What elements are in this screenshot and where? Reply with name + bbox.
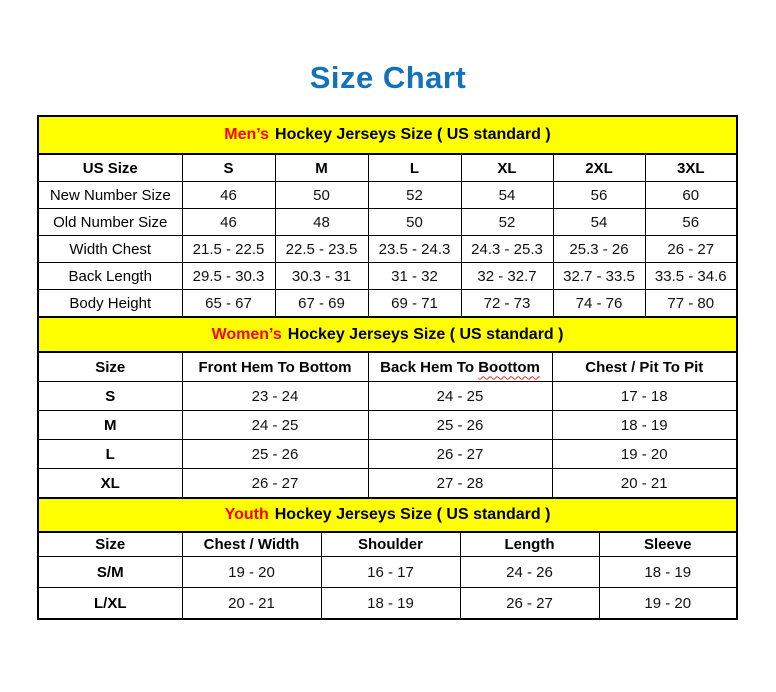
- table-row: [38, 236, 737, 263]
- size-cell: 65 - 67: [182, 290, 275, 318]
- size-cell: 60: [645, 182, 737, 209]
- size-cell: 54: [553, 209, 645, 236]
- womens-size-table: [37, 316, 738, 499]
- page-title: Size Chart: [309, 60, 467, 95]
- header-text-prefix: Back Hem To: [380, 358, 479, 376]
- youth-banner-keyword: Youth: [224, 506, 269, 523]
- table-row: [38, 557, 737, 588]
- size-cell: 18 - 19: [321, 588, 460, 620]
- table-row: [38, 290, 737, 318]
- column-header: Size: [38, 532, 182, 557]
- size-chart: [37, 115, 776, 620]
- size-cell: 72 - 73: [461, 290, 553, 318]
- size-cell: 24 - 26: [460, 557, 599, 588]
- row-label: XL: [38, 469, 182, 499]
- size-cell: 52: [368, 182, 461, 209]
- column-header: L: [368, 154, 461, 182]
- size-cell: 30.3 - 31: [275, 263, 368, 290]
- row-label: Width Chest: [38, 236, 182, 263]
- table-row: [38, 263, 737, 290]
- row-label: New Number Size: [38, 182, 182, 209]
- table-row: [38, 411, 737, 440]
- size-cell: 48: [275, 209, 368, 236]
- youth-section-banner: [38, 498, 737, 532]
- column-header: Length: [460, 532, 599, 557]
- column-header: 2XL: [553, 154, 645, 182]
- size-cell: 67 - 69: [275, 290, 368, 318]
- column-header: US Size: [38, 154, 182, 182]
- size-cell: 24 - 25: [182, 411, 368, 440]
- size-cell: 19 - 20: [182, 557, 321, 588]
- mens-section-banner: [38, 116, 737, 154]
- size-cell: 46: [182, 209, 275, 236]
- size-cell: 23.5 - 24.3: [368, 236, 461, 263]
- row-label: S/M: [38, 557, 182, 588]
- size-cell: 33.5 - 34.6: [645, 263, 737, 290]
- size-cell: 50: [275, 182, 368, 209]
- table-row: [38, 382, 737, 411]
- size-cell: 20 - 21: [182, 588, 321, 620]
- column-header: 3XL: [645, 154, 737, 182]
- size-cell: 26 - 27: [460, 588, 599, 620]
- size-cell: 19 - 20: [552, 440, 737, 469]
- size-cell: 52: [461, 209, 553, 236]
- womens-banner-text: Hockey Jerseys Size ( US standard ): [287, 325, 564, 343]
- column-header: Chest / Width: [182, 532, 321, 557]
- womens-section-banner: [38, 317, 737, 352]
- size-cell: 19 - 20: [599, 588, 737, 620]
- mens-size-table: [37, 115, 738, 318]
- size-cell: 17 - 18: [552, 382, 737, 411]
- column-header-misspelled: [368, 352, 552, 382]
- size-cell: 29.5 - 30.3: [182, 263, 275, 290]
- size-cell: 25.3 - 26: [553, 236, 645, 263]
- size-cell: 24.3 - 25.3: [461, 236, 553, 263]
- row-label: Body Height: [38, 290, 182, 318]
- table-row: [38, 498, 737, 532]
- size-cell: 32.7 - 33.5: [553, 263, 645, 290]
- table-header-row: [38, 532, 737, 557]
- column-header: Sleeve: [599, 532, 737, 557]
- row-label: M: [38, 411, 182, 440]
- column-header: XL: [461, 154, 553, 182]
- size-cell: 18 - 19: [552, 411, 737, 440]
- size-cell: 26 - 27: [368, 440, 552, 469]
- size-cell: 32 - 32.7: [461, 263, 553, 290]
- size-cell: 69 - 71: [368, 290, 461, 318]
- size-cell: 25 - 26: [368, 411, 552, 440]
- table-row: [38, 469, 737, 499]
- size-cell: 22.5 - 23.5: [275, 236, 368, 263]
- spellcheck-underlined-word: Boottom: [478, 358, 540, 376]
- womens-banner-keyword: Women’s: [211, 325, 282, 343]
- table-row: [38, 440, 737, 469]
- mens-banner-text: Hockey Jerseys Size ( US standard ): [275, 126, 551, 143]
- column-header: Shoulder: [321, 532, 460, 557]
- table-row: [38, 182, 737, 209]
- column-header: S: [182, 154, 275, 182]
- table-row: [38, 116, 737, 154]
- size-cell: 26 - 27: [645, 236, 737, 263]
- size-cell: 16 - 17: [321, 557, 460, 588]
- row-label: Back Length: [38, 263, 182, 290]
- column-header: Front Hem To Bottom: [182, 352, 368, 382]
- size-cell: 24 - 25: [368, 382, 552, 411]
- size-cell: 31 - 32: [368, 263, 461, 290]
- size-cell: 56: [645, 209, 737, 236]
- size-cell: 18 - 19: [599, 557, 737, 588]
- size-cell: 26 - 27: [182, 469, 368, 499]
- row-label: L/XL: [38, 588, 182, 620]
- column-header: M: [275, 154, 368, 182]
- size-cell: 25 - 26: [182, 440, 368, 469]
- size-cell: 74 - 76: [553, 290, 645, 318]
- size-cell: 50: [368, 209, 461, 236]
- table-row: [38, 317, 737, 352]
- size-cell: 23 - 24: [182, 382, 368, 411]
- row-label: Old Number Size: [38, 209, 182, 236]
- size-cell: 21.5 - 22.5: [182, 236, 275, 263]
- row-label: S: [38, 382, 182, 411]
- row-label: L: [38, 440, 182, 469]
- table-header-row: [38, 154, 737, 182]
- size-cell: 20 - 21: [552, 469, 737, 499]
- column-header: Chest / Pit To Pit: [552, 352, 737, 382]
- table-row: [38, 588, 737, 620]
- size-cell: 77 - 80: [645, 290, 737, 318]
- youth-size-table: [37, 497, 738, 620]
- table-row: [38, 209, 737, 236]
- table-header-row: [38, 352, 737, 382]
- size-cell: 56: [553, 182, 645, 209]
- size-cell: 54: [461, 182, 553, 209]
- size-cell: 46: [182, 182, 275, 209]
- mens-banner-keyword: Men’s: [224, 126, 270, 143]
- column-header: Size: [38, 352, 182, 382]
- size-cell: 27 - 28: [368, 469, 552, 499]
- youth-banner-text: Hockey Jerseys Size ( US standard ): [274, 506, 551, 523]
